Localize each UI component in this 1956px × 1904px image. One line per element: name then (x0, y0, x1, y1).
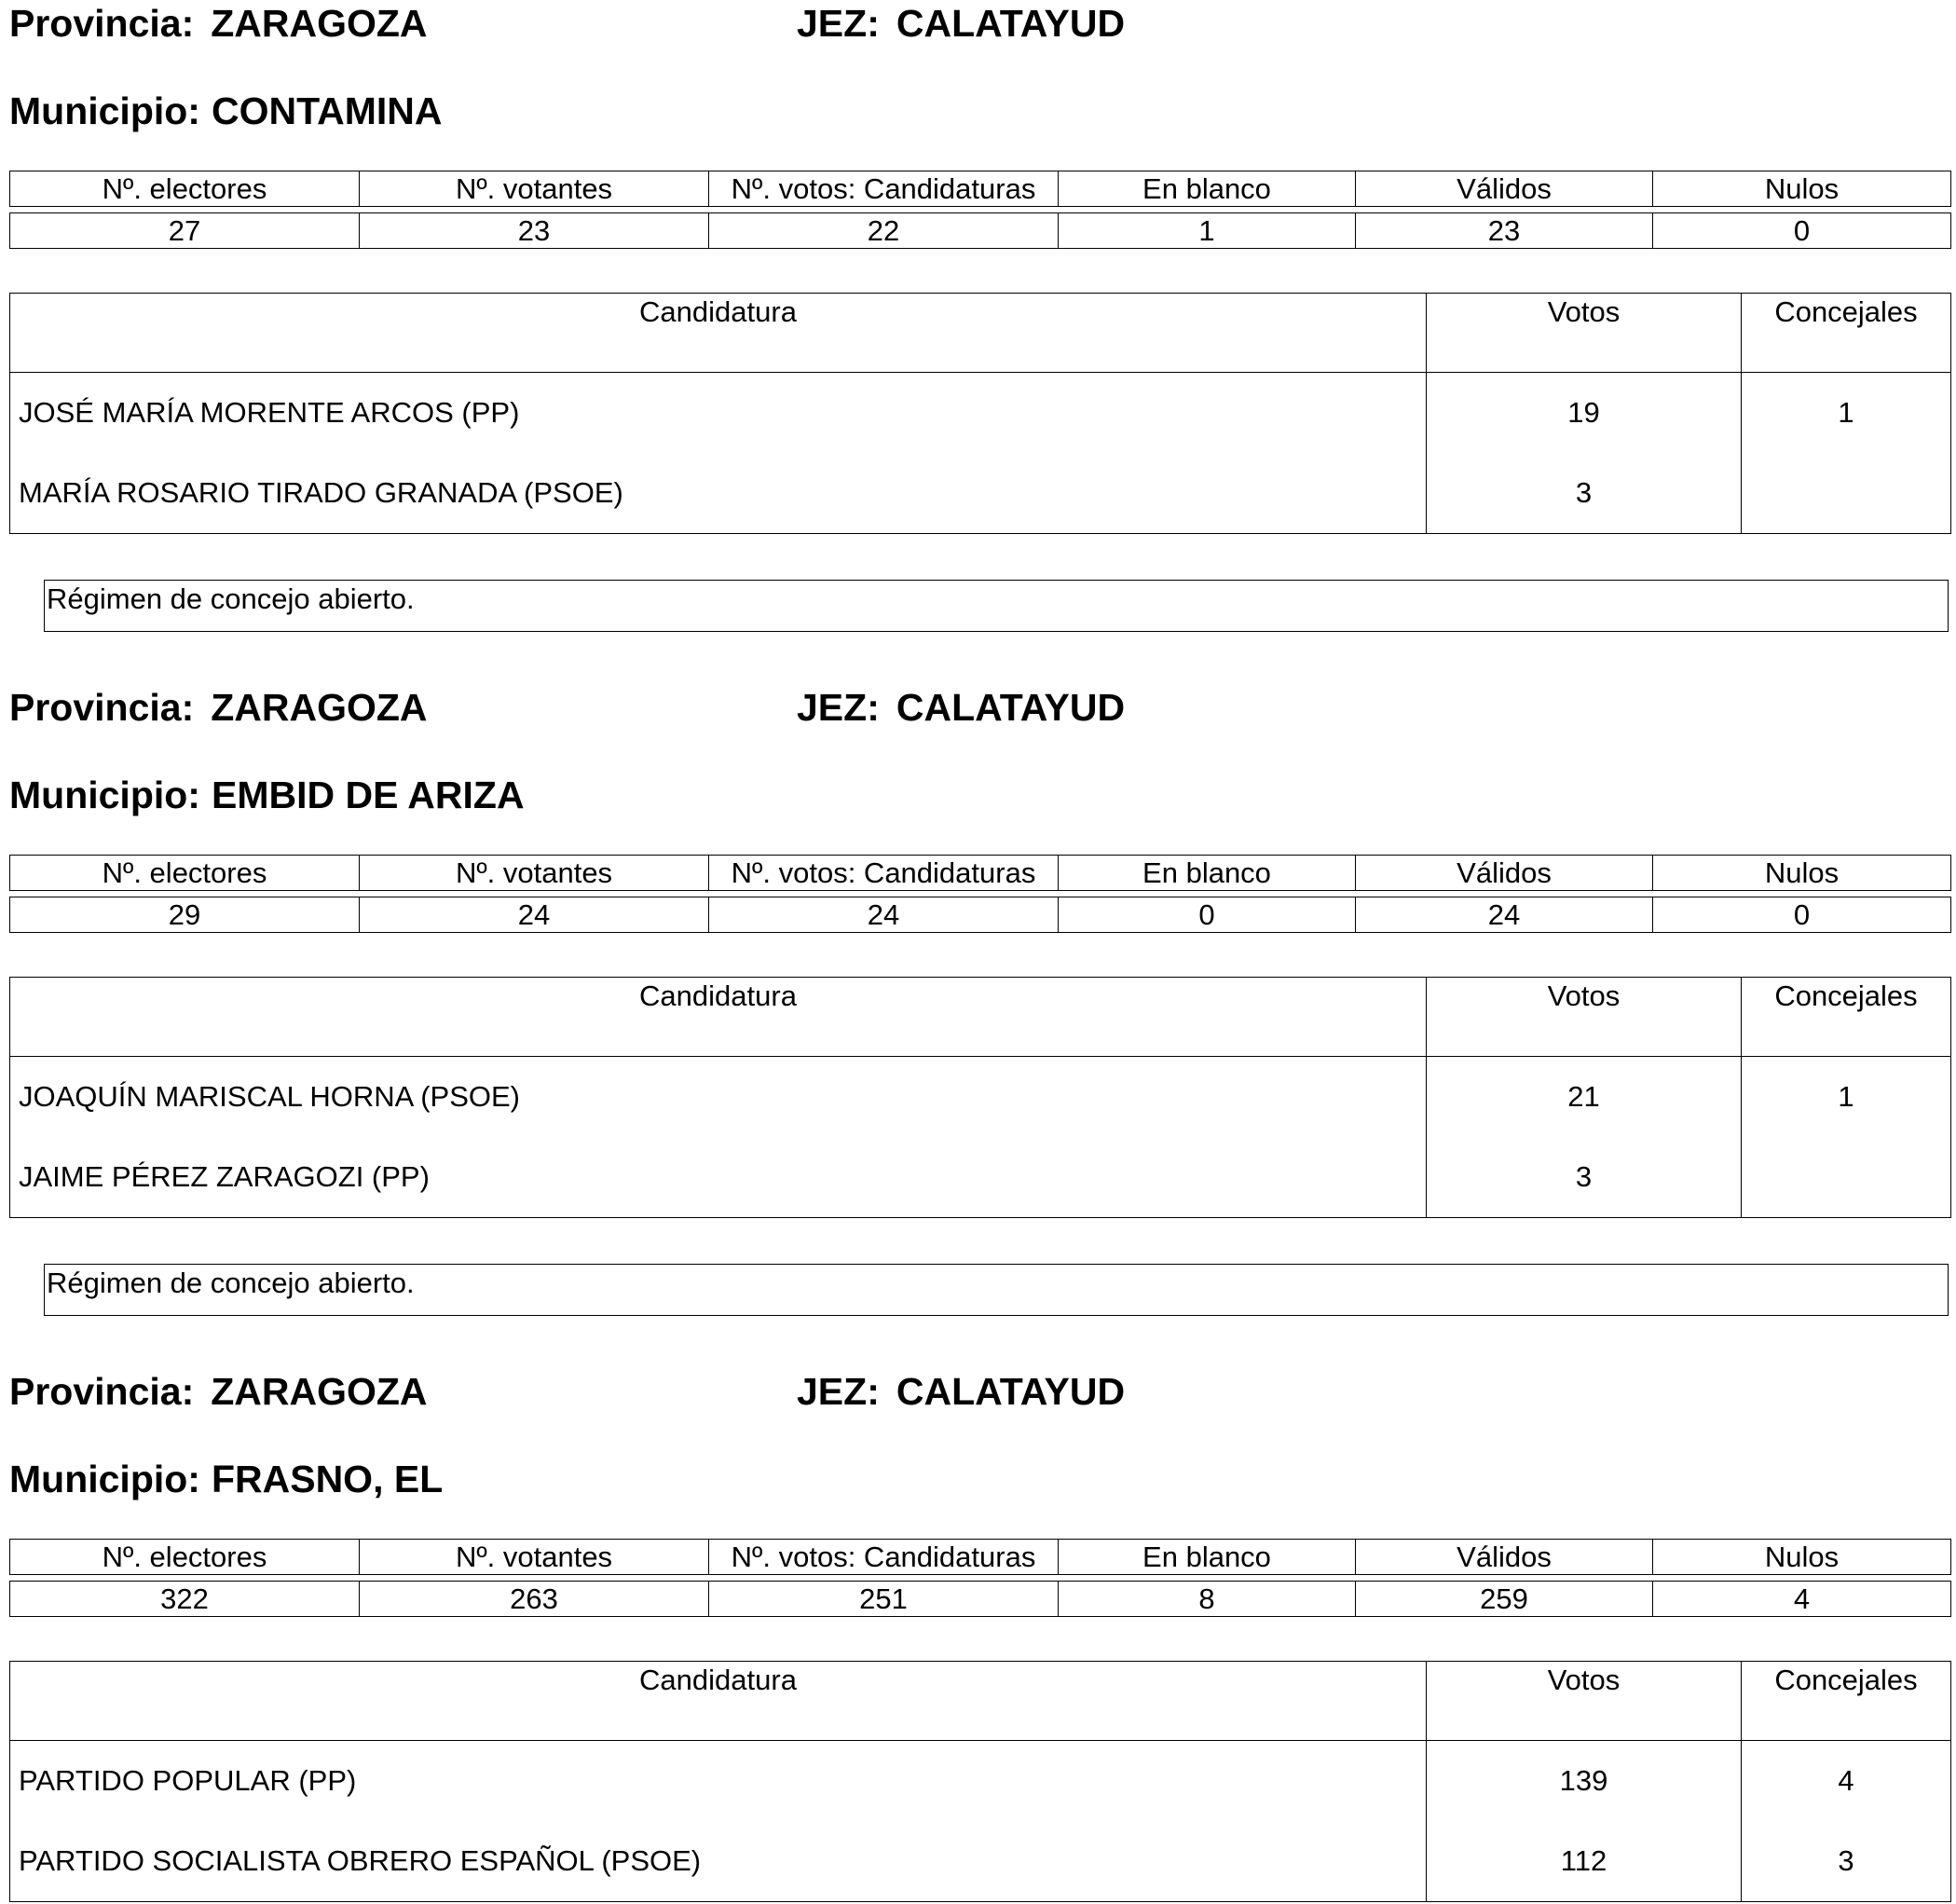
header-votos-candidaturas: Nº. votos: Candidaturas (709, 856, 1059, 891)
municipio-label: Municipio: (9, 774, 200, 816)
value-electores: 27 (10, 213, 360, 249)
candidate-votos: 3 (1427, 1137, 1742, 1218)
candidates-table (9, 977, 1951, 1218)
header-votos: Votos (1427, 1662, 1742, 1741)
municipio-value: FRASNO, EL (211, 1458, 444, 1500)
municipio-heading (9, 86, 442, 136)
value-votos-candidaturas: 24 (709, 897, 1059, 933)
header-candidatura: Candidatura (10, 978, 1427, 1057)
value-validos: 24 (1356, 897, 1653, 933)
header-validos: Válidos (1356, 856, 1653, 891)
candidate-name: JOAQUÍN MARISCAL HORNA (PSOE) (19, 1080, 520, 1113)
value-votantes: 23 (360, 213, 709, 249)
header-validos: Válidos (1356, 171, 1653, 207)
header-votantes: Nº. votantes (360, 1540, 709, 1575)
candidate-concejales (1742, 453, 1951, 534)
summary-table (9, 855, 1951, 933)
header-candidatura: Candidatura (10, 294, 1427, 373)
header-nulos: Nulos (1653, 856, 1951, 891)
header-en-blanco: En blanco (1059, 171, 1356, 207)
header-nulos: Nulos (1653, 171, 1951, 207)
provincia-label: Provincia: (9, 1370, 195, 1413)
value-electores: 322 (10, 1582, 360, 1617)
candidate-row (10, 453, 1951, 534)
header-concejales: Concejales (1742, 294, 1951, 373)
candidate-votos: 3 (1427, 453, 1742, 534)
value-nulos: 0 (1653, 897, 1951, 933)
header-votantes: Nº. votantes (360, 171, 709, 207)
municipio-value: EMBID DE ARIZA (211, 774, 525, 816)
value-en-blanco: 1 (1059, 213, 1356, 249)
jez-heading (797, 684, 1125, 731)
municipio-value: CONTAMINA (211, 89, 443, 132)
value-electores: 29 (10, 897, 360, 933)
candidate-concejales: 3 (1742, 1821, 1951, 1902)
value-validos: 23 (1356, 213, 1653, 249)
header-candidatura: Candidatura (10, 1662, 1427, 1741)
candidates-header-row (10, 294, 1951, 373)
candidates-header-row (10, 978, 1951, 1057)
jez-value: CALATAYUD (896, 1370, 1126, 1413)
municipio-heading (9, 1454, 443, 1504)
candidate-name: MARÍA ROSARIO TIRADO GRANADA (PSOE) (19, 476, 623, 509)
provincia-label: Provincia: (9, 2, 195, 45)
header-en-blanco: En blanco (1059, 856, 1356, 891)
summary-table (9, 171, 1951, 249)
header-votos: Votos (1427, 978, 1742, 1057)
candidates-table (9, 1661, 1951, 1902)
candidate-name: JOSÉ MARÍA MORENTE ARCOS (PP) (19, 396, 520, 429)
value-votos-candidaturas: 251 (709, 1582, 1059, 1617)
candidate-concejales: 1 (1742, 1057, 1951, 1138)
jez-value: CALATAYUD (896, 686, 1126, 729)
jez-heading (797, 0, 1125, 47)
summary-value-row (10, 1582, 1951, 1617)
summary-header-row (10, 1540, 1951, 1575)
candidate-concejales: 4 (1742, 1741, 1951, 1822)
candidate-concejales: 1 (1742, 373, 1951, 454)
candidate-votos: 21 (1427, 1057, 1742, 1138)
candidate-name: PARTIDO POPULAR (PP) (19, 1764, 357, 1797)
header-electores: Nº. electores (10, 171, 360, 207)
summary-value-row (10, 213, 1951, 249)
summary-value-row (10, 897, 1951, 933)
summary-table (9, 1539, 1951, 1617)
candidate-votos: 112 (1427, 1821, 1742, 1902)
value-nulos: 4 (1653, 1582, 1951, 1617)
value-votantes: 263 (360, 1582, 709, 1617)
candidate-concejales (1742, 1137, 1951, 1218)
candidates-header-row (10, 1662, 1951, 1741)
header-en-blanco: En blanco (1059, 1540, 1356, 1575)
header-concejales: Concejales (1742, 1662, 1951, 1741)
candidate-votos: 139 (1427, 1741, 1742, 1822)
municipio-label: Municipio: (9, 1458, 200, 1500)
candidate-row (10, 1821, 1951, 1902)
candidates-table (9, 293, 1951, 534)
jez-value: CALATAYUD (896, 2, 1126, 45)
municipio-heading (9, 770, 525, 820)
candidate-row (10, 1741, 1951, 1822)
value-en-blanco: 8 (1059, 1582, 1356, 1617)
header-votos-candidaturas: Nº. votos: Candidaturas (709, 171, 1059, 207)
summary-header-row (10, 856, 1951, 891)
header-electores: Nº. electores (10, 856, 360, 891)
header-votos: Votos (1427, 294, 1742, 373)
jez-label: JEZ: (797, 686, 880, 729)
header-concejales: Concejales (1742, 978, 1951, 1057)
header-votos-candidaturas: Nº. votos: Candidaturas (709, 1540, 1059, 1575)
header-validos: Válidos (1356, 1540, 1653, 1575)
value-votos-candidaturas: 22 (709, 213, 1059, 249)
summary-header-row (10, 171, 1951, 207)
candidate-name: JAIME PÉREZ ZARAGOZI (PP) (19, 1160, 430, 1193)
regime-note: Régimen de concejo abierto. (44, 1264, 1949, 1316)
candidate-row (10, 373, 1951, 454)
candidate-votos: 19 (1427, 373, 1742, 454)
provincia-value: ZARAGOZA (211, 2, 428, 45)
candidate-row (10, 1137, 1951, 1218)
value-validos: 259 (1356, 1582, 1653, 1617)
value-nulos: 0 (1653, 213, 1951, 249)
provincia-value: ZARAGOZA (211, 1370, 428, 1413)
candidate-row (10, 1057, 1951, 1138)
header-electores: Nº. electores (10, 1540, 360, 1575)
header-votantes: Nº. votantes (360, 856, 709, 891)
header-nulos: Nulos (1653, 1540, 1951, 1575)
municipio-label: Municipio: (9, 89, 200, 132)
jez-heading (797, 1368, 1125, 1415)
provincia-value: ZARAGOZA (211, 686, 428, 729)
value-votantes: 24 (360, 897, 709, 933)
regime-note: Régimen de concejo abierto. (44, 580, 1949, 632)
jez-label: JEZ: (797, 1370, 880, 1413)
provincia-label: Provincia: (9, 686, 195, 729)
jez-label: JEZ: (797, 2, 880, 45)
value-en-blanco: 0 (1059, 897, 1356, 933)
candidate-name: PARTIDO SOCIALISTA OBRERO ESPAÑOL (PSOE) (19, 1844, 702, 1877)
